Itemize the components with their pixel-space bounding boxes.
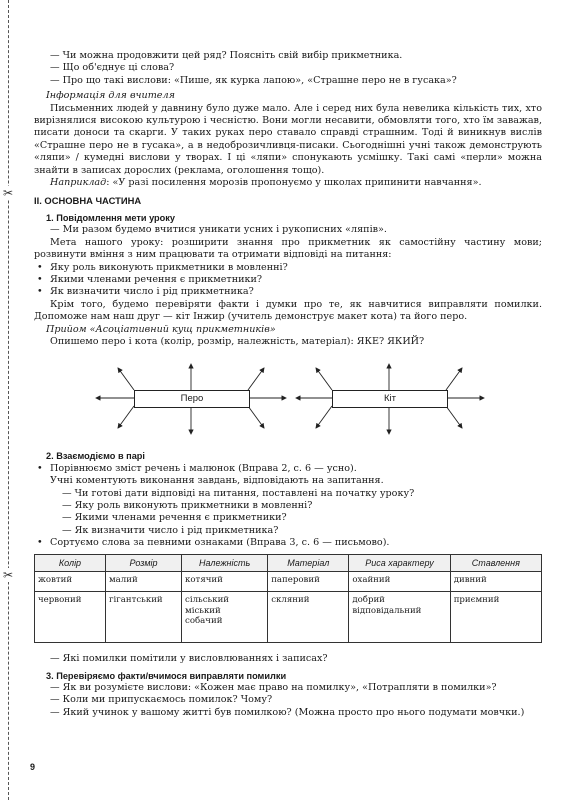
lesson-aim: Мета нашого уроку: розширити знання про прикметник як самостійну частину мови; розвинути вміння з ним працювати та отримати відповіді на питання:	[34, 236, 542, 261]
question-line: — Що об'єднує ці слова?	[50, 62, 175, 74]
table-header-row	[35, 554, 542, 572]
question-line: — Якими членами речення є прикметники?	[62, 512, 287, 524]
column-header: Риса характеру	[349, 554, 450, 572]
column-header: Матеріал	[268, 554, 349, 572]
cut-line	[8, 0, 9, 800]
intro-line: — Ми разом будемо вчитися уникати усних і рукописних «ляпів».	[50, 224, 387, 236]
question-line: — Як визначити число і рід прикметника?	[62, 524, 279, 536]
question-line: — Які помилки помітили у висловлюваннях і записах?	[50, 653, 328, 665]
table-cell: приємний	[450, 592, 541, 643]
box-cat: Кіт	[332, 390, 448, 408]
table-cell: паперовий	[268, 572, 349, 592]
table-cell: котячий	[182, 572, 268, 592]
subsection-heading-3: 3. Перевіряємо факти/вчимося виправляти помилки	[46, 670, 287, 681]
column-header: Колір	[35, 554, 106, 572]
table-cell: охайний	[349, 572, 450, 592]
lesson-outro: Крім того, будемо перевіряти факти і думки про те, як навчитися виправляти помилки. Допоможе нам наш друг — кіт Інжир (учитель демонструє макет кота) та його перо.	[34, 298, 542, 323]
teacher-info-heading: Інформація для вчителя	[46, 90, 175, 102]
table-cell: добрий відповідальний	[349, 592, 450, 643]
subsection-heading-1: 1. Повідомлення мети уроку	[46, 212, 175, 223]
question-line: — Яку роль виконують прикметники в мовленні?	[62, 499, 313, 511]
column-header: Належність	[182, 554, 268, 572]
question-line: — Який учинок у вашому житті був помилкою? (Можна просто про нього подумати мовчки.)	[50, 706, 525, 718]
page-number: 9	[30, 762, 36, 772]
column-header: Розмір	[105, 554, 181, 572]
example-text: : «У разі посилення морозів пропонуємо у школах припинити навчання».	[106, 177, 482, 189]
example-label: Наприклад	[50, 177, 107, 189]
table-cell: червоний	[35, 592, 106, 643]
table-cell: гігантський	[105, 592, 181, 643]
subsection-heading-2	[34, 450, 542, 462]
column-header: Ставлення	[450, 554, 541, 572]
bullet-item: • Сортуємо слова за певними ознаками (Вправа 3, с. 6 — письмово).	[34, 537, 542, 549]
example-paragraph	[34, 177, 542, 189]
box-pen: Перо	[134, 390, 250, 408]
question-line: — Про що такі вислови: «Пише, як курка лапою», «Страшне перо не в гусака»?	[50, 74, 457, 86]
scissors-icon: ✂	[0, 186, 16, 200]
instruction-line: Учні коментують виконання завдань, відповідають на запитання.	[50, 475, 384, 487]
bullet-item: • Порівнюємо зміст речень і малюнок (Вправа 2, с. 6 — усно).	[34, 463, 542, 475]
teacher-info-text: Письменних людей у давнину було дуже мало. Але і серед них була невелика кількість тих, хто вирізнялися високою культурою і чесністю. Вони могли несавити, обмовляти того, хто їм заважав, писати доноси та скарги. У таких руках перо ставало справді страшним. Тоді й виникнув вислів «Страшне перо не в гусака», а в недоброзичливця-писаки. Сьогоднішні учні також демонструють «ляпи» / кумедні вислови у творах. І ці «ляпи» спонукають усмішку. Такі самі «перли» можна знайти в записах дорослих (реклама, оголошення тощо).	[34, 102, 542, 176]
association-diagram	[34, 354, 542, 442]
bullet-item: • Як визначити число і рід прикметника?	[34, 286, 542, 298]
question-line: — Чи готові дати відповіді на питання, поставлені на початку уроку?	[62, 487, 415, 499]
question-line: — Коли ми припускаємось помилок? Чому?	[50, 694, 273, 706]
table-cell: сільський міський собачий	[182, 592, 268, 643]
table-cell: дивний	[450, 572, 541, 592]
arrows-svg	[34, 354, 542, 442]
table-cell: малий	[105, 572, 181, 592]
table-cell: жовтий	[35, 572, 106, 592]
question-line: — Як ви розумієте вислови: «Кожен має право на помилку», «Потрапляти в помилки»?	[50, 681, 497, 693]
scissors-icon: ✂	[0, 568, 16, 582]
technique-label: Прийом «Асоціативний кущ прикметників»	[46, 323, 276, 335]
table-cell: скляний	[268, 592, 349, 643]
subsection-title: 2. Взаємодіємо в парі	[46, 451, 145, 462]
question-line: — Чи можна продовжити цей ряд? Поясніть свій вибір прикметника.	[50, 50, 403, 61]
describe-line: Опишемо перо і кота (колір, розмір, належність, матеріал): ЯКЕ? ЯКИЙ?	[50, 335, 425, 347]
table-row	[35, 572, 542, 592]
section-heading: II. ОСНОВНА ЧАСТИНА	[34, 195, 142, 207]
table-row	[35, 592, 542, 643]
bullet-item: • Якими членами речення є прикметники?	[34, 274, 542, 286]
sorting-table	[34, 554, 542, 644]
page-content	[34, 50, 542, 719]
bullet-item: • Яку роль виконують прикметники в мовленні?	[34, 262, 542, 274]
